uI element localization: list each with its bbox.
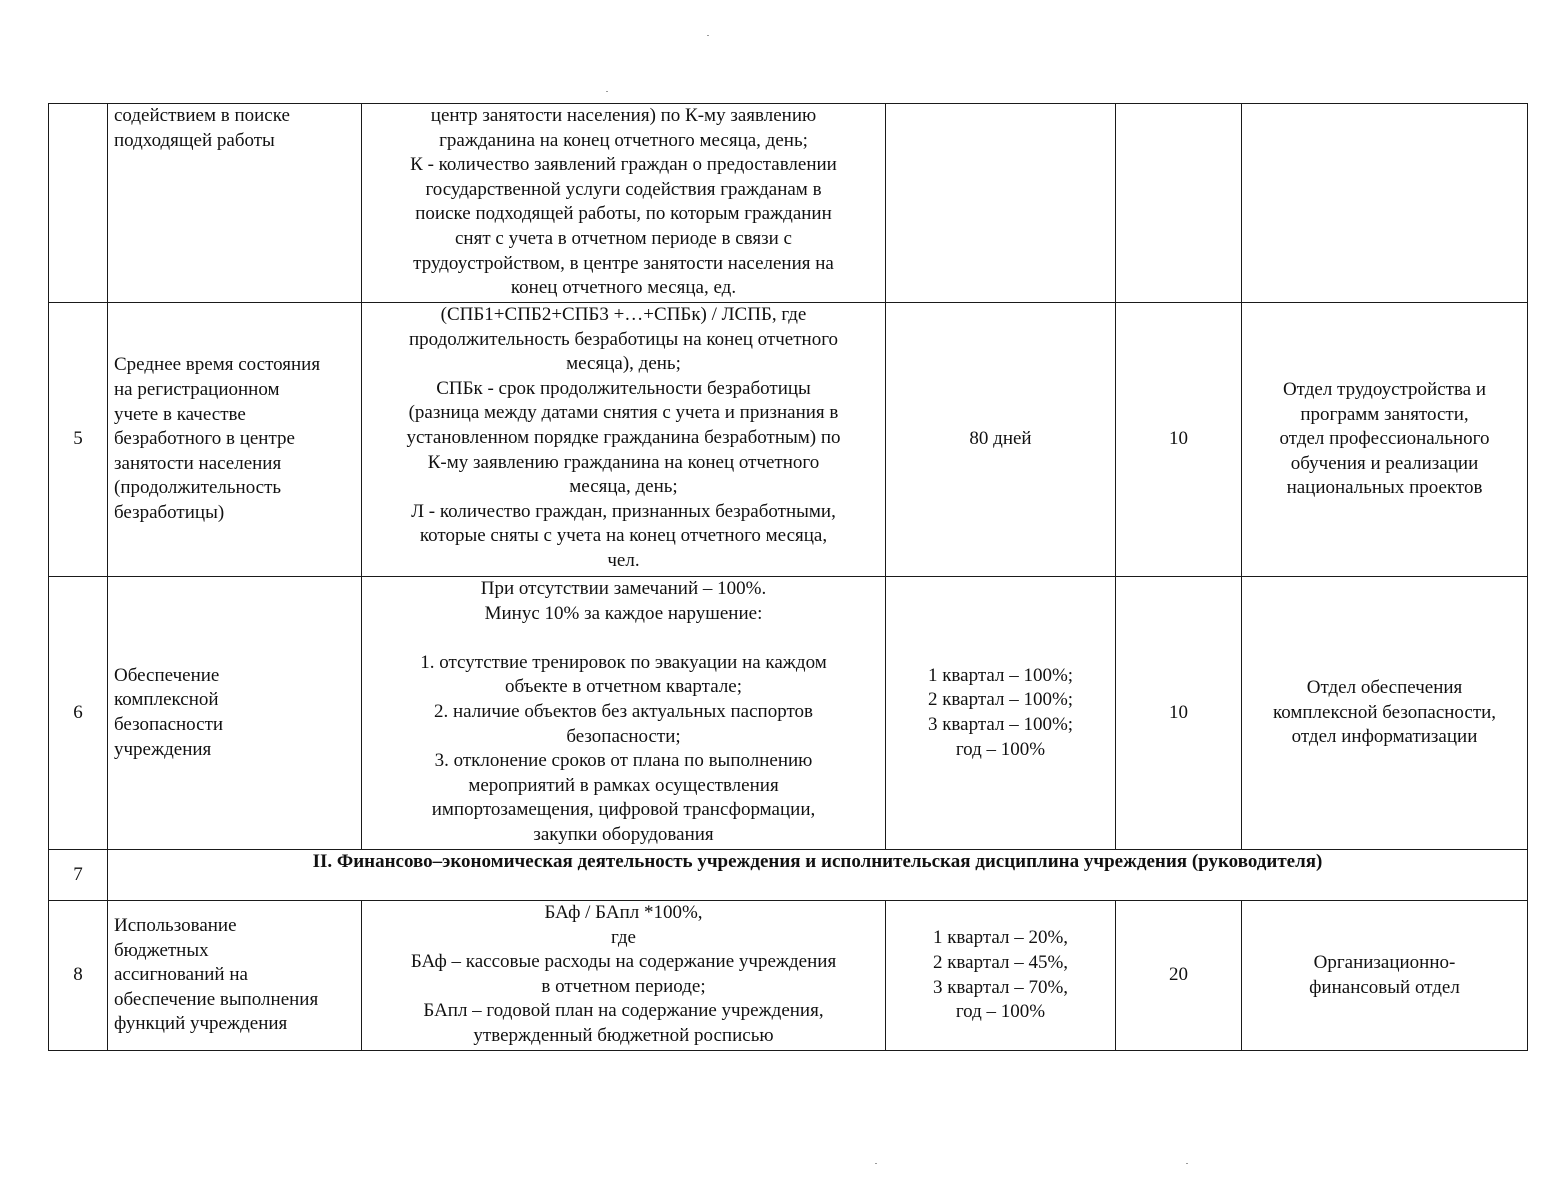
table-row xyxy=(49,303,1528,577)
text-line: (СПБ1+СПБ2+СПБ3 +…+СПБк) / ЛСПБ, где xyxy=(440,304,807,325)
text-line: год – 100% xyxy=(955,738,1046,760)
weight-value: 20 xyxy=(1116,901,1242,1051)
indicator-name xyxy=(108,104,362,303)
text-line: установленном порядке гражданина безработным) по xyxy=(406,426,841,448)
text-line: Минус 10% за каждое нарушение: xyxy=(484,602,763,624)
text-line: 3 квартал – 100%; xyxy=(927,714,1074,735)
row-number: 7 xyxy=(49,850,108,901)
text-line: Среднее время состояния xyxy=(114,354,321,376)
text-line: чел. xyxy=(607,549,640,571)
text-line: К - количество заявлений граждан о предоставлении xyxy=(410,154,837,176)
target-value xyxy=(886,577,1116,850)
text-line: безопасности; xyxy=(566,725,681,747)
calculation-method xyxy=(362,303,886,577)
text-line: национальных проектов xyxy=(1286,477,1483,499)
calculation-method xyxy=(362,104,886,303)
text-line: отдел информатизации xyxy=(1291,726,1478,748)
text-line: занятости населения xyxy=(114,452,282,474)
weight-value xyxy=(1116,104,1242,303)
text-line: содействием в поиске xyxy=(114,105,290,126)
text-line: где xyxy=(611,926,636,948)
text-line: Отдел обеспечения xyxy=(1306,677,1463,699)
text-line: 2. наличие объектов без актуальных паспортов xyxy=(434,700,813,722)
section-heading: II. Финансово–экономическая деятельность учреждения и исполнительская дисциплина учреждения (руководителя) xyxy=(108,850,1528,901)
target-value xyxy=(886,901,1116,1051)
text-line: 1 квартал – 100%; xyxy=(927,664,1074,686)
text-line: Организационно- xyxy=(1313,951,1456,973)
text-line: закупки оборудования xyxy=(533,823,714,845)
text-line: Л - количество граждан, признанных безработными, xyxy=(411,500,836,522)
text-line: 80 дней xyxy=(969,428,1032,450)
text-line: центр занятости населения) по К-му заявлению xyxy=(430,105,817,126)
text-line: продолжительность безработицы на конец отчетного xyxy=(408,328,839,350)
text-line: конец отчетного месяца, ед. xyxy=(510,277,737,299)
text-line: ассигнований на xyxy=(114,964,248,986)
text-line: СПБк - срок продолжительности безработицы xyxy=(436,377,811,399)
indicator-name xyxy=(108,577,362,850)
text-line: К-му заявлению гражданина на конец отчетного xyxy=(427,451,820,473)
scan-speck xyxy=(875,1163,877,1164)
responsible-department xyxy=(1242,303,1528,577)
row-number: 8 xyxy=(49,901,108,1051)
text-line: (разница между датами снятия с учета и признания в xyxy=(408,402,839,424)
responsible-department xyxy=(1242,104,1528,303)
text-line: трудоустройством, в центре занятости населения на xyxy=(413,252,834,274)
text-line: импортозамещения, цифровой трансформации, xyxy=(431,799,816,821)
text-line: финансовый отдел xyxy=(1309,976,1460,998)
text-line: мероприятий в рамках осуществления xyxy=(468,774,779,796)
text-line: комплексной xyxy=(114,689,219,711)
text-line: 1. отсутствие тренировок по эвакуации на каждом xyxy=(420,651,827,673)
row-number: 6 xyxy=(49,577,108,850)
text-line: объекте в отчетном квартале; xyxy=(504,676,743,698)
calculation-method xyxy=(362,901,886,1051)
text-line: Обеспечение xyxy=(114,664,220,686)
text-line: (продолжительность xyxy=(114,477,282,499)
indicator-name xyxy=(108,901,362,1051)
scan-speck xyxy=(1186,1163,1188,1164)
section-row xyxy=(49,850,1528,901)
weight-value: 10 xyxy=(1116,577,1242,850)
criteria-table xyxy=(48,103,1528,1051)
text-line: БАф – кассовые расходы на содержание учреждения xyxy=(410,951,837,973)
text-line: отдел профессионального xyxy=(1279,428,1490,450)
text-line: поиске подходящей работы, по которым гражданин xyxy=(415,203,832,225)
text-line: 2 квартал – 100%; xyxy=(927,689,1074,711)
text-line: обеспечение выполнения xyxy=(114,988,319,1010)
text-line: комплексной безопасности, xyxy=(1272,701,1497,723)
text-line: БАф / БАпл *100%, xyxy=(544,902,703,923)
text-line: снят с учета в отчетном периоде в связи с xyxy=(455,227,792,249)
responsible-department xyxy=(1242,901,1528,1051)
row-number xyxy=(49,104,108,303)
calculation-method xyxy=(362,577,886,850)
target-value xyxy=(886,303,1116,577)
indicator-name xyxy=(108,303,362,577)
text-line: подходящей работы xyxy=(114,129,275,151)
text-line: безработицы) xyxy=(114,501,225,523)
responsible-department xyxy=(1242,577,1528,850)
row-number: 5 xyxy=(49,303,108,577)
table-row xyxy=(49,577,1528,850)
text-line: функций учреждения xyxy=(114,1013,288,1035)
text-line: безопасности xyxy=(114,714,224,735)
text-line: Отдел трудоустройства и xyxy=(1282,379,1487,401)
text-line: бюджетных xyxy=(114,939,209,961)
text-line: в отчетном периоде; xyxy=(541,975,706,997)
text-line: учете в качестве xyxy=(114,403,246,425)
table-row xyxy=(49,104,1528,303)
text-line: гражданина на конец отчетного месяца, день; xyxy=(439,129,808,151)
text-line xyxy=(368,626,879,651)
text-line: 3 квартал – 70%, xyxy=(932,976,1069,998)
target-value xyxy=(886,104,1116,303)
text-line: программ занятости, xyxy=(1300,403,1469,425)
text-line: 3. отклонение сроков от плана по выполнению xyxy=(434,750,813,772)
text-line: Использование xyxy=(114,915,237,937)
text-line: год – 100% xyxy=(955,1001,1046,1023)
scan-speck xyxy=(707,35,709,36)
text-line: на регистрационном xyxy=(114,379,280,401)
table-row xyxy=(49,901,1528,1051)
text-line: При отсутствии замечаний – 100%. xyxy=(480,578,767,599)
weight-value: 10 xyxy=(1116,303,1242,577)
text-line: безработного в центре xyxy=(114,428,295,450)
text-line: месяца), день; xyxy=(566,353,681,375)
text-line: месяца, день; xyxy=(569,476,678,498)
text-line: которые сняты с учета на конец отчетного месяца, xyxy=(419,525,828,547)
text-line: учреждения xyxy=(114,738,212,760)
text-line: утвержденный бюджетной росписью xyxy=(473,1024,774,1046)
text-line: 1 квартал – 20%, xyxy=(932,927,1069,949)
text-line: БАпл – годовой план на содержание учреждения, xyxy=(423,1000,824,1022)
text-line: обучения и реализации xyxy=(1290,452,1479,474)
text-line: 2 квартал – 45%, xyxy=(932,951,1069,973)
scan-speck xyxy=(606,91,608,92)
text-line: государственной услуги содействия гражданам в xyxy=(425,178,822,200)
